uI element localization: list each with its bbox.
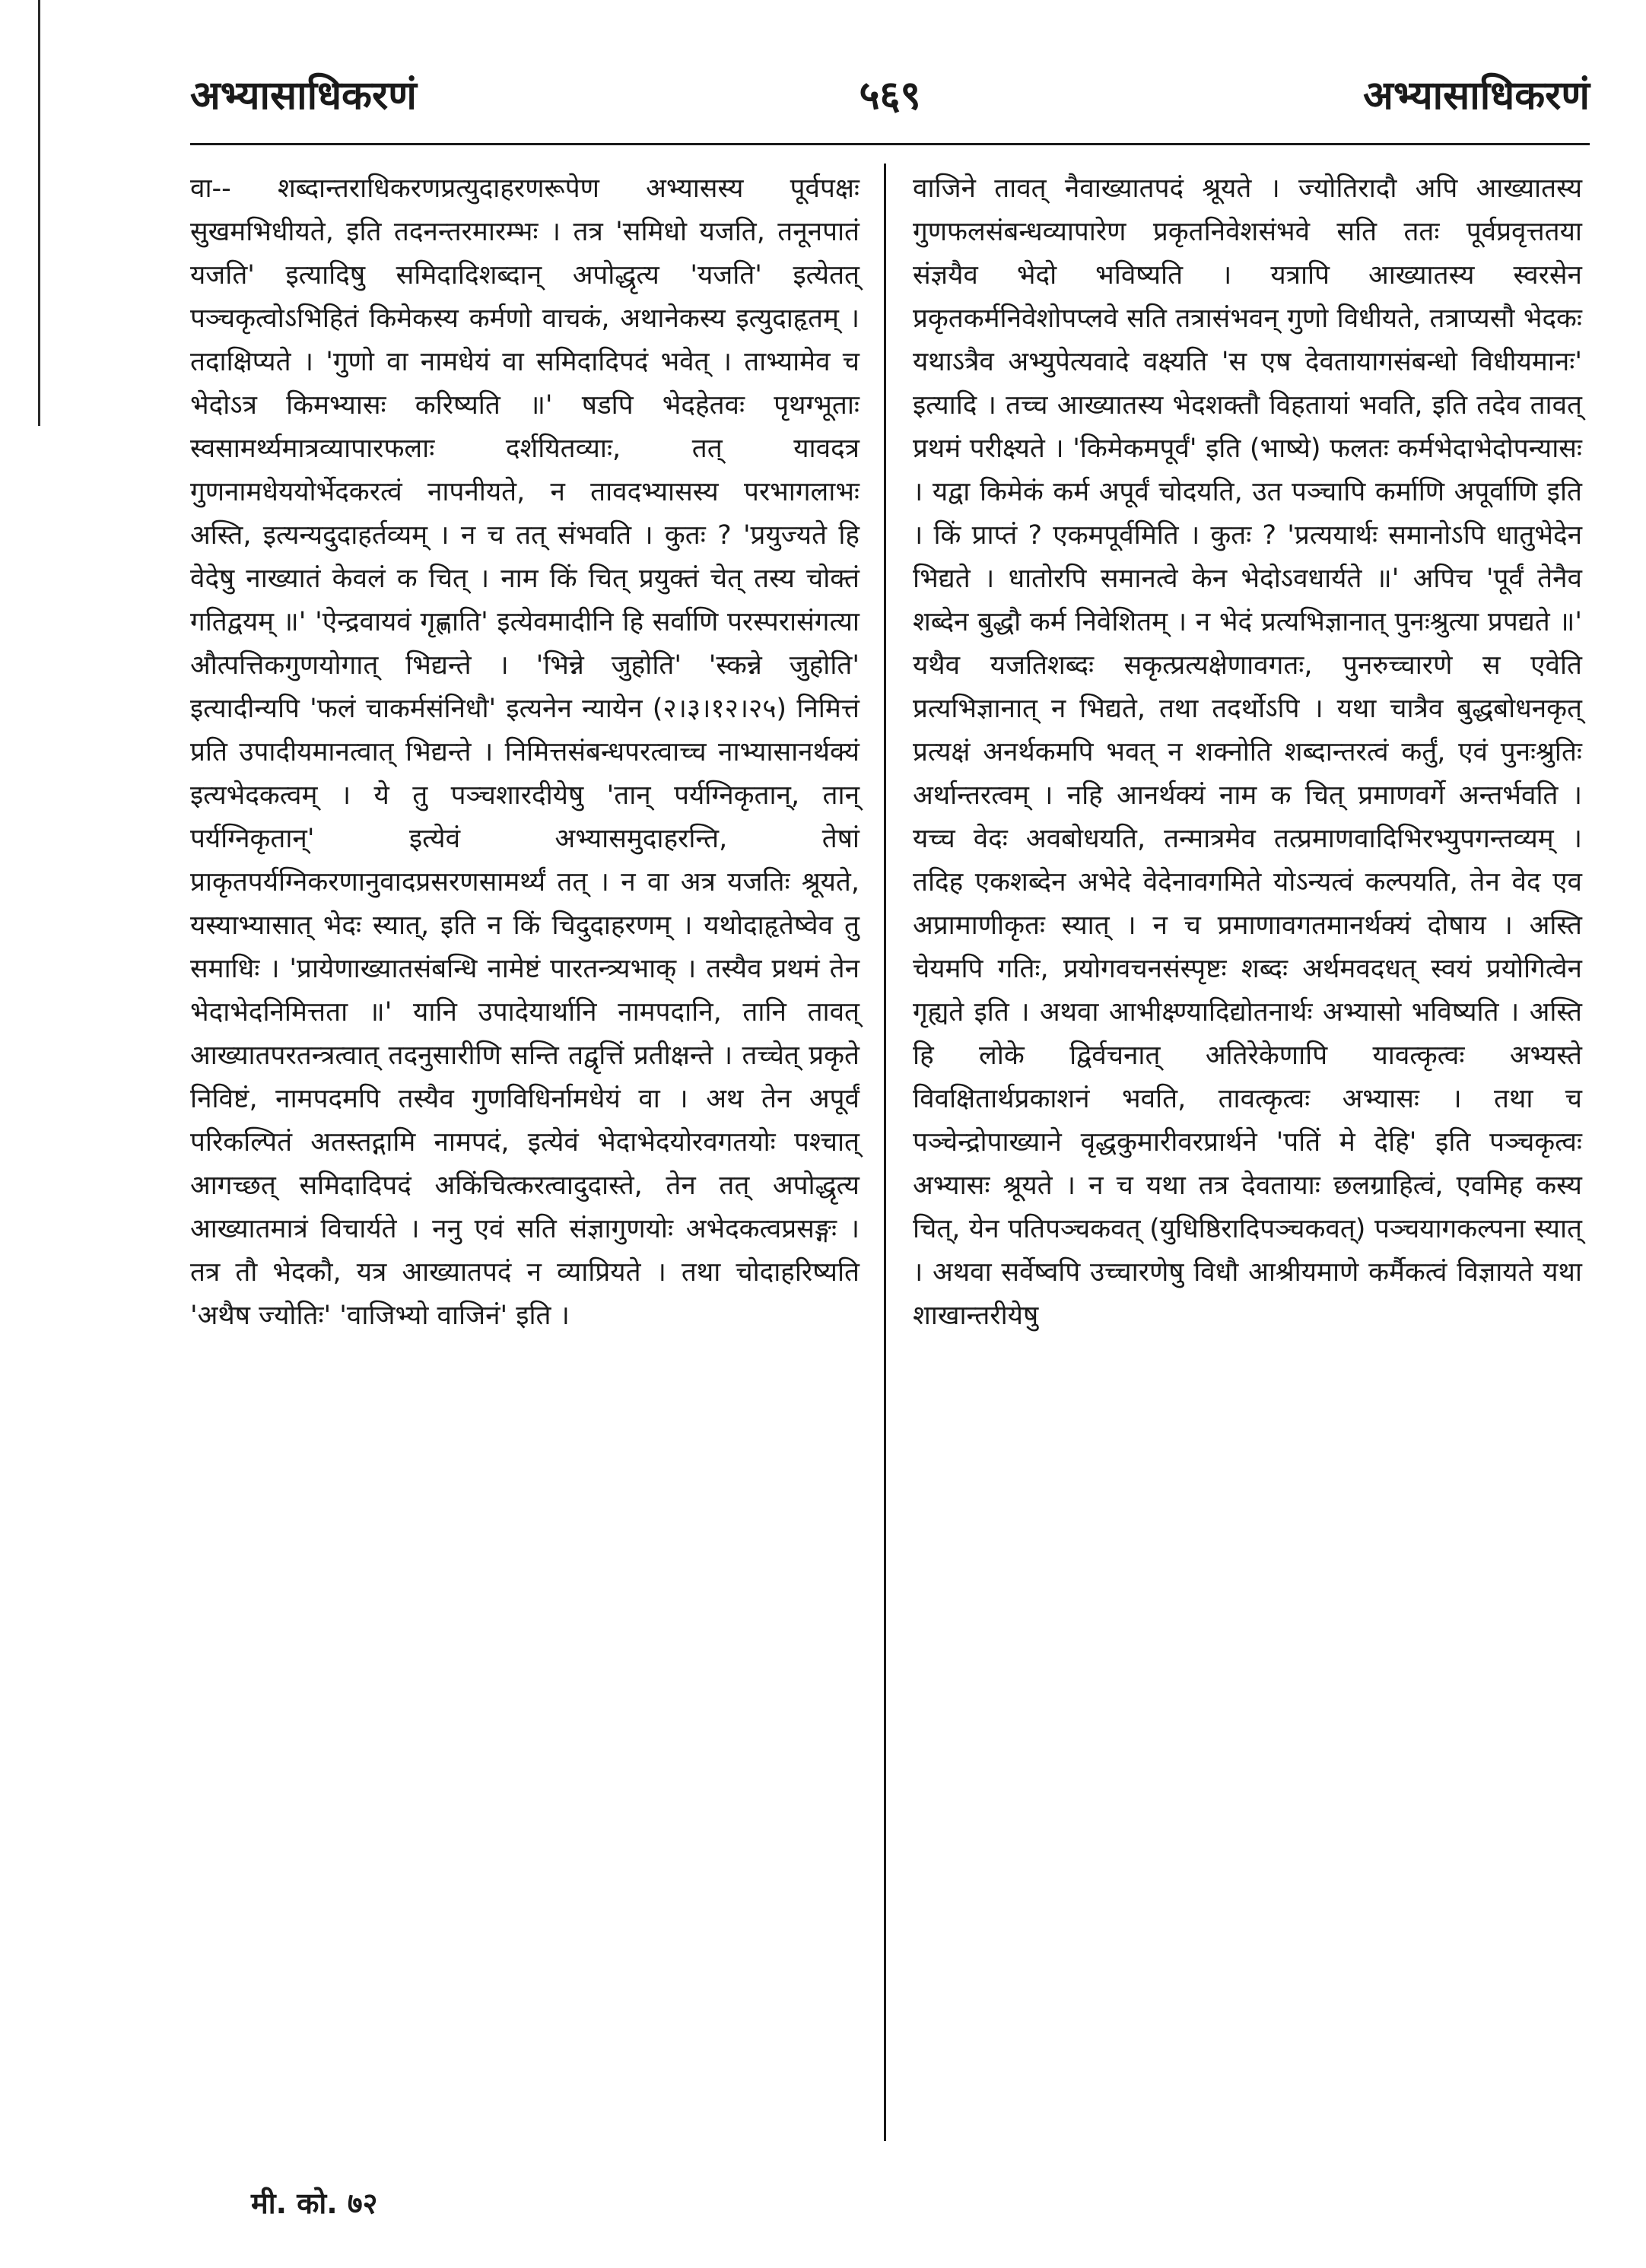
right-column: [913, 167, 1582, 1338]
right-column-text: वाजिने तावत् नैवाख्यातपदं श्रूयते । ज्योतिरादौ अपि आख्यातस्य गुणफलसंबन्धव्यापारेण प्रकृतनिवेशसंभवे सति ततः पूर्वप्रवृत्ततया संज्ञयैव भेदो भविष्यति । यत्रापि आख्यातस्य स्वरसेन प्रकृतकर्मनिवेशोपप्लवे सति तत्रासंभवन् गुणो विधीयते, तत्राप्यसौ भेदकः यथाऽत्रैव अभ्युपेत्यवादे वक्ष्यति 'स एष देवतायागसंबन्धो विधीयमानः' इत्यादि । तच्च आख्यातस्य भेदशक्तौ विहतायां भवति, इति तदेव तावत् प्रथमं परीक्ष्यते । 'किमेकमपूर्वं' इति (भाष्ये) फलतः कर्मभेदाभेदोपन्यासः । यद्वा किमेकं कर्म अपूर्वं चोदयति, उत पञ्चापि कर्माणि अपूर्वाणि इति । किं प्राप्तं ? एकमपूर्वमिति । कुतः ? 'प्रत्ययार्थः समानोऽपि धातुभेदेन भिद्यते । धातोरपि समानत्वे केन भेदोऽवधार्यते ॥' अपिच 'पूर्वं तेनैव शब्देन बुद्धौ कर्म निवेशितम् । न भेदं प्रत्यभिज्ञानात् पुनःश्रुत्या प्रपद्यते ॥' यथैव यजतिशब्दः सकृत्प्रत्यक्षेणावगतः, पुनरुच्चारणे स एवेति प्रत्यभिज्ञानात् न भिद्यते, तथा तदर्थोऽपि । यथा चात्रैव बुद्धबोधनकृत् प्रत्यक्षं अनर्थकमपि भवत् न शक्नोति शब्दान्तरत्वं कर्तुं, एवं पुनःश्रुतिः अर्थान्तरत्वम् । नहि आनर्थक्यं नाम क चित् प्रमाणवर्गे अन्तर्भवति । यच्च वेदः अवबोधयति, तन्मात्रमेव तत्प्रमाणवादिभिरभ्युपगन्तव्यम् । तदिह एकशब्देन अभेदे वेदेनावगमिते योऽन्यत्वं कल्पयति, तेन वेद एव अप्रामाणीकृतः स्यात् । न च प्रमाणावगतमानर्थक्यं दोषाय । अस्ति चेयमपि गतिः, प्रयोगवचनसंस्पृष्टः शब्दः अर्थमवदधत् स्वयं प्रयोगित्वेन गृह्यते इति । अथवा आभीक्ष्ण्यादिद्योतनार्थः अभ्यासो भविष्यति । अस्ति हि लोके द्विर्वचनात् अतिरेकेणापि यावत्कृत्वः अभ्यस्ते विवक्षितार्थप्रकाशनं भवति, तावत्कृत्वः अभ्यासः । तथा च पञ्चेन्द्रोपाख्याने वृद्धकुमारीवरप्रार्थने 'पतिं मे देहि' इति पञ्चकृत्वः अभ्यासः श्रूयते । न च यथा तत्र देवतायाः छलग्राहित्वं, एवमिह कस्य चित्, येन पतिपञ्चकवत् (युधिष्ठिरादिपञ्चकवत्) पञ्चयागकल्पना स्यात् । अथवा सर्वेष्वपि उच्चारणेषु विधौ आश्रीयमाणे कर्मैकत्वं विज्ञायते यथा शाखान्तरीयेषु: [913, 173, 1582, 1331]
footer-signature: मी. को. ७२: [251, 2187, 378, 2220]
left-column-text: वा-- शब्दान्तराधिकरणप्रत्युदाहरणरूपेण अभ्यासस्य पूर्वपक्षः सुखमभिधीयते, इति तदनन्तरमारम्भः । तत्र 'समिधो यजति, तनूनपातं यजति' इत्यादिषु समिदादिशब्दान् अपोद्धृत्य 'यजति' इत्येतत् पञ्चकृत्वोऽभिहितं किमेकस्य कर्मणो वाचकं, अथानेकस्य इत्युदाहृतम् । तदाक्षिप्यते । 'गुणो वा नामधेयं वा समिदादिपदं भवेत् । ताभ्यामेव च भेदोऽत्र किमभ्यासः करिष्यति ॥' षडपि भेदहेतवः पृथग्भूताः स्वसामर्थ्यमात्रव्यापारफलाः दर्शयितव्याः, तत् यावदत्र गुणनामधेययोर्भेदकरत्वं नापनीयते, न तावदभ्यासस्य परभागलाभः अस्ति, इत्यन्यदुदाहर्तव्यम् । न च तत् संभवति । कुतः ? 'प्रयुज्यते हि वेदेषु नाख्यातं केवलं क चित् । नाम किं चित् प्रयुक्तं चेत् तस्य चोक्तं गतिद्वयम् ॥' 'ऐन्द्रवायवं गृह्णाति' इत्येवमादीनि हि सर्वाणि परस्परासंगत्या औत्पत्तिकगुणयोगात् भिद्यन्ते । 'भिन्ने जुहोति' 'स्कन्ने जुहोति' इत्यादीन्यपि 'फलं चाकर्मसंनिधौ' इत्यनेन न्यायेन (२।३।१२।२५) निमित्तं प्रति उपादीयमानत्वात् भिद्यन्ते । निमित्तसंबन्धपरत्वाच्च नाभ्यासानर्थक्यं इत्यभेदकत्वम् । ये तु पञ्चशारदीयेषु 'तान् पर्यग्निकृतान्, तान् पर्यग्निकृतान्' इत्येवं अभ्यासमुदाहरन्ति, तेषां प्राकृतपर्यग्निकरणानुवादप्रसरणसामर्थ्यं तत् । न वा अत्र यजतिः श्रूयते, यस्याभ्यासात् भेदः स्यात्, इति न किं चिदुदाहरणम् । यथोदाहृतेष्वेव तु समाधिः । 'प्रायेणाख्यातसंबन्धि नामेष्टं पारतन्त्र्यभाक् । तस्यैव प्रथमं तेन भेदाभेदनिमित्तता ॥' यानि उपादेयार्थानि नामपदानि, तानि तावत् आख्यातपरतन्त्रत्वात् तदनुसारीणि सन्ति तद्वृत्तिं प्रतीक्षन्ते । तच्चेत् प्रकृते निविष्टं, नामपदमपि तस्यैव गुणविधिर्नामधेयं वा । अथ तेन अपूर्वं परिकल्पितं अतस्तद्गामि नामपदं, इत्येवं भेदाभेदयोरवगतयोः पश्चात् आगच्छत् समिदादिपदं अकिंचित्करत्वादुदास्ते, तेन तत् अपोद्धृत्य आख्यातमात्रं विचार्यते । ननु एवं सति संज्ञागुणयोः अभेदकत्वप्रसङ्गः । तत्र तौ भेदकौ, यत्र आख्यातपदं न व्याप्रियते । तथा चोदाहरिष्यति 'अथैष ज्योतिः' 'वाजिभ्यो वाजिनं' इति ।: [190, 173, 860, 1331]
running-header: [190, 67, 1590, 135]
header-right-title: अभ्यासाधिकरणं: [1363, 73, 1590, 119]
column-divider: [884, 164, 886, 2141]
header-rule: [190, 143, 1590, 145]
margin-rule: [38, 0, 40, 426]
header-left-title: अभ्यासाधिकरणं: [190, 73, 417, 119]
page-number: ५६९: [859, 73, 921, 119]
left-column: [190, 167, 860, 1338]
